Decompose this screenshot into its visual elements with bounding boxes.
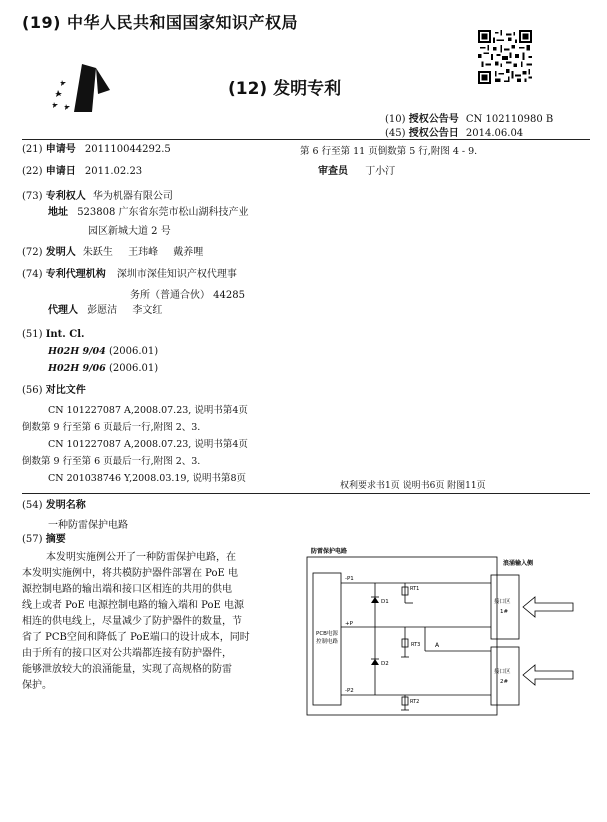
field-label: 专利权人: [45, 191, 86, 202]
pub-number-value: CN 102110980 B: [465, 114, 554, 125]
abstract-line: 本发明实施例公开了一种防雷保护电路，在: [46, 552, 236, 563]
node-pplus: +P: [345, 621, 353, 627]
field-label: 申请号: [45, 144, 76, 155]
pub-date-value: 2014.06.04: [465, 128, 524, 139]
patentee: [22, 190, 173, 203]
abstract-line: 源控制电路的输出端和接口区相连的共用的供电: [22, 584, 232, 595]
invention-title: 一种防雷保护电路: [48, 520, 128, 531]
label-d2: D2: [381, 661, 389, 667]
field-code: (72): [22, 247, 43, 258]
inventors: [22, 246, 203, 259]
publication-number: [385, 110, 553, 125]
abstract-line: 相连的供电线上，尽量减少了防护器件的数量，节: [22, 616, 242, 627]
reference-continuation: 第 6 行至第 11 页倒数第 5 行,附图 4 - 9.: [300, 146, 478, 157]
port-1-label: 接口区: [494, 599, 511, 605]
application-date: [22, 165, 142, 178]
field-value: 201110044292.5: [84, 144, 171, 155]
pcb-label-2: 控制电路: [316, 639, 339, 645]
port-2-label: 接口区: [494, 669, 511, 675]
node-p2: -P2: [345, 688, 354, 694]
label-rt1: RT1: [410, 586, 420, 592]
field-label: 摘要: [45, 534, 66, 545]
ipc-class-2: [48, 362, 158, 375]
label-rt2: RT2: [410, 699, 420, 705]
agency-line-2: 务所（普通合伙） 44285: [130, 290, 245, 301]
label-rt3: RT3: [411, 642, 421, 648]
ipc-class-1: [48, 345, 158, 358]
field-code: (51): [22, 329, 43, 340]
examiner: [318, 165, 395, 178]
abstract-line: 由于所有的接口区对公共端都连接有防护器件，: [22, 648, 232, 659]
label-d1: D1: [381, 599, 389, 605]
reference-line: 倒数第 9 行至第 6 页最后一行,附图 2、3.: [22, 456, 201, 467]
diode-d1: [371, 597, 379, 603]
qr-code: [478, 30, 532, 84]
ipc-code: H02H 9/06: [48, 363, 106, 374]
application-number: [22, 143, 171, 156]
inventor-name: 戴养哩: [173, 247, 204, 258]
publication-date: [385, 124, 523, 139]
inventor-name: 王玮峰: [128, 247, 159, 258]
field-code: (54): [22, 500, 43, 511]
pub-number-label: 授权公告号: [408, 114, 459, 125]
patent-agency: [22, 268, 237, 281]
address-line-1: 523808 广东省东莞市松山湖科技产业: [77, 207, 249, 218]
reference-line: CN 101227087 A,2008.07.23, 说明书第4页: [48, 405, 248, 416]
abstract-line: 线上或者 PoE 电源控制电路的输入端和 PoE 电源: [22, 600, 245, 611]
agency-line-1: 深圳市深佳知识产权代理事: [116, 269, 237, 280]
abstract-line: 保护。: [22, 680, 52, 691]
field-label: 地址: [48, 207, 68, 218]
field-label: Int. Cl.: [45, 329, 85, 340]
agent-name: 李文红: [132, 305, 163, 316]
pub-date-label: 授权公告日: [408, 128, 459, 139]
abstract-text: [22, 550, 250, 694]
abstract-line: 省了 PCB空间和降低了 PoE端口的设计成本，同时: [22, 632, 250, 643]
abstract-line: 能够泄放较大的浪涌能量，实现了高规格的防雷: [22, 664, 232, 675]
examiner-name: 丁小汀: [365, 166, 396, 177]
address-line-2: 园区新城大道 2 号: [88, 226, 171, 237]
invention-title-heading: [22, 499, 86, 512]
agent-name: 彭愿洁: [87, 305, 118, 316]
cited-references-heading: [22, 384, 86, 397]
page-count-summary: 权利要求书1页 说明书6页 附图11页: [340, 481, 486, 491]
abstract-line: 本发明实施例中，将共模防护器件部署在 PoE 电: [22, 568, 239, 579]
port-area-2: [491, 647, 519, 705]
field-label: 发明名称: [45, 500, 86, 511]
section-divider: [22, 493, 590, 494]
agents: [48, 304, 162, 317]
field-code: (57): [22, 534, 43, 545]
reference-line: CN 101227087 A,2008.07.23, 说明书第4页: [48, 439, 248, 450]
field-label: 审查员: [318, 166, 348, 177]
field-value: 华为机器有限公司: [92, 191, 173, 202]
port-1-number: 1#: [500, 609, 509, 615]
document-type-title: (12) 发明专利: [228, 79, 342, 99]
field-code: (21): [22, 144, 43, 155]
field-label: 代理人: [48, 305, 78, 316]
field-label: 发明人: [45, 247, 76, 258]
ipc-code: H02H 9/04: [48, 346, 106, 357]
surge-side-label: 浪涌输入侧: [503, 560, 534, 567]
diode-d2: [371, 659, 379, 665]
field-label: 对比文件: [45, 385, 86, 396]
figure-title: 防雷保护电路: [311, 548, 348, 555]
abstract-heading: [22, 533, 66, 546]
surge-arrow-icon: [523, 665, 573, 685]
field-code: (22): [22, 166, 43, 177]
field-label: 申请日: [45, 166, 76, 177]
reference-line: 倒数第 9 行至第 6 页最后一行,附图 2、3.: [22, 422, 201, 433]
pub-date-code: (45): [385, 128, 406, 139]
field-code: (74): [22, 269, 43, 280]
port-2-number: 2#: [500, 679, 509, 685]
patent-office-header: (19) 中华人民共和国国家知识产权局: [22, 13, 298, 32]
field-code: (73): [22, 191, 43, 202]
surge-arrow-icon: [523, 597, 573, 617]
ipc-date: (2006.01): [108, 363, 159, 374]
circuit-diagram: [305, 545, 580, 717]
ipc-date: (2006.01): [108, 346, 159, 357]
port-area-1: [491, 575, 519, 639]
header-divider: [22, 139, 590, 140]
field-value: 2011.02.23: [84, 166, 143, 177]
pub-number-code: (10): [385, 114, 406, 125]
reference-line: CN 201038746 Y,2008.03.19, 说明书第8页: [48, 473, 247, 484]
node-a-label: A: [435, 642, 440, 649]
pcb-label-1: PCB电源: [316, 631, 338, 637]
cnipa-logo: [52, 60, 116, 116]
field-label: 专利代理机构: [45, 269, 106, 280]
inventor-name: 朱跃生: [82, 247, 113, 258]
field-code: (56): [22, 385, 43, 396]
node-p1: -P1: [345, 576, 354, 582]
address: [48, 206, 249, 219]
ipc-heading: [22, 328, 85, 341]
